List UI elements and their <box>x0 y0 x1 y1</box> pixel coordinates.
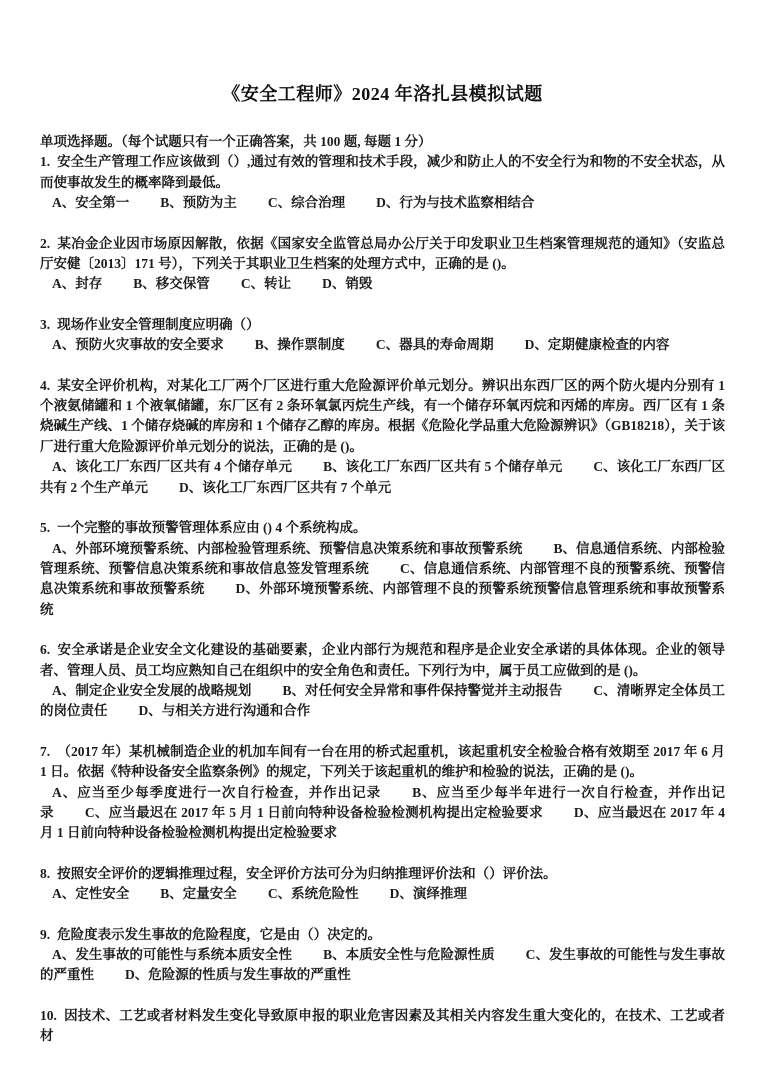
question-block-4 <box>40 376 725 498</box>
question-stem <box>40 1006 725 1047</box>
question-number: 8. <box>40 865 51 881</box>
question-stem <box>40 925 725 945</box>
option-d: D、演绎推理 <box>389 886 467 902</box>
option-a: A、封存 <box>52 276 103 292</box>
question-options <box>40 457 725 498</box>
option-a: A、安全第一 <box>52 195 130 211</box>
option-c: C、发生事故的可能性与发生事故的严重性 <box>40 947 726 983</box>
question-block-2 <box>40 234 725 295</box>
question-text: 安全生产管理工作应该做到（）,通过有效的管理和技术手段，减少和防止人的不安全行为和物的不安全状态，从而使事故发生的概率降到最低。 <box>40 154 725 190</box>
option-b: B、本质安全性与危险源性质 <box>323 947 495 962</box>
question-number: 5. <box>40 520 51 536</box>
option-b: B、该化工厂东西厂区共有 5 个储存单元 <box>323 459 563 475</box>
option-a: A、定性安全 <box>52 886 130 902</box>
question-text: （2017 年）某机械制造企业的机加车间有一台在用的桥式起重机，该起重机安全检验合格有效期至 2017 年 6 月 1 日。依据《特种设备安全监察条例》的规定，下列关于该起重机的维护和检验的说法，正确的是 ()。 <box>40 743 725 780</box>
option-b: B、信息通信系统、内部检验管理系统、预警信息决策系统和事故信息签发管理系统 <box>40 540 726 576</box>
option-d: D、外部环境预警系统、内部管理不良的预警系统预警信息管理系统和事故预警系统 <box>40 581 726 617</box>
option-b: B、定量安全 <box>160 886 237 902</box>
question-text: 危险度表示发生事故的危险程度，它是由（）决定的。 <box>57 926 382 942</box>
question-number: 7. <box>40 743 51 759</box>
question-block-5 <box>40 518 725 620</box>
question-block-6 <box>40 640 725 722</box>
option-c: C、综合治理 <box>267 195 346 211</box>
question-number: 1. <box>40 154 51 170</box>
option-d: D、行为与技术监察相结合 <box>376 195 535 211</box>
option-c: C、器具的寿命周期 <box>375 337 494 353</box>
option-a: A、发生事故的可能性与系统本质安全性 <box>52 947 293 962</box>
question-text: 安全承诺是企业安全文化建设的基础要素，企业内部行为规范和程序是企业安全承诺的具体体现。企业的领导者、管理人员、员工均应熟知自己在组织中的安全角色和责任。下列行为中，属于员工应做到的是 ()。 <box>40 642 725 678</box>
question-options <box>40 274 725 294</box>
option-b: B、预防为主 <box>160 195 237 211</box>
page-title: 《安全工程师》2024 年洛扎县模拟试题 <box>222 84 543 104</box>
option-d: D、应当最迟在 2017 年 4 月 1 日前向特种设备检验检测机构提出定检验要求 <box>40 804 726 841</box>
option-a: A、预防火灾事故的安全要求 <box>52 337 224 353</box>
question-text: 因技术、工艺或者材料发生变化导致原申报的职业危害因素及其相关内容发生重大变化的，在技术、工艺或者材 <box>40 1007 725 1044</box>
option-a: A、制定企业安全发展的战略规划 <box>52 682 252 698</box>
option-b: B、移交保管 <box>133 276 210 292</box>
exam-instructions: 单项选择题。（每个试题只有一个正确答案，共 100 题, 每题 1 分） <box>40 134 432 149</box>
question-number: 9. <box>40 926 51 942</box>
question-stem <box>40 152 725 193</box>
question-text: 现场作业安全管理制度应明确（） <box>57 316 260 332</box>
question-text: 某冶金企业因市场原因解散，依据《国家安全监管总局办公厅关于印发职业卫生档案管理规范的通知》（安监总厅安健〔2013〕171 号），下列关于其职业卫生档案的处理方式中，正确的是 ()。 <box>40 235 725 272</box>
question-text: 按照安全评价的逻辑推理过程，安全评价方法可分为归纳推理评价法和（）评价法。 <box>57 865 557 881</box>
option-c: C、该化工厂东西厂区共有 2 个生产单元 <box>40 459 726 495</box>
question-number: 10. <box>40 1007 57 1023</box>
question-options <box>40 681 725 722</box>
question-stem <box>40 234 725 275</box>
option-a: A、外部环境预警系统、内部检验管理系统、预警信息决策系统和事故预警系统 <box>52 540 523 556</box>
option-a: A、该化工厂东西厂区共有 4 个储存单元 <box>52 459 293 475</box>
option-d: D、与相关方进行沟通和合作 <box>138 703 311 719</box>
option-c: C、应当最迟在 2017 年 5 月 1 日前向特种设备检验检测机构提出定检验要求 <box>84 804 543 820</box>
question-options <box>40 884 725 904</box>
question-stem <box>40 742 725 783</box>
option-b: B、应当至少每半年进行一次自行检查，并作出记录 <box>40 784 725 820</box>
question-options <box>40 193 725 213</box>
question-number: 4. <box>40 377 51 393</box>
option-d: D、销毁 <box>322 276 373 292</box>
question-stem <box>40 376 725 458</box>
option-c: C、系统危险性 <box>267 886 359 902</box>
question-number: 6. <box>40 642 51 658</box>
question-options <box>40 945 725 986</box>
question-text: 某安全评价机构，对某化工厂两个厂区进行重大危险源评价单元划分。辨识出东西厂区的两个防火堤内分别有 1 个液氨储罐和 1 个液氧储罐，东厂区有 2 条环氧氯丙烷生产线，有一个储存环氧丙烷和丙烯的库房。西厂区有 1 条烧碱生产线、1 个储存烧碱的库房和 1 个储存乙醇的库房。根据《危险化学品重大危险源辨识》（GB18218），关于该厂进行重大危险源评价单元划分的说法，正确的是 ()。 <box>40 377 725 454</box>
option-b: B、对任何安全异常和事件保持警觉并主动报告 <box>282 682 563 698</box>
option-d: D、定期健康检查的内容 <box>524 337 670 353</box>
question-number: 2. <box>40 235 51 251</box>
question-block-9 <box>40 925 725 986</box>
question-options <box>40 783 725 844</box>
question-block-3 <box>40 315 725 356</box>
question-text: 一个完整的事故预警管理体系应由 () 4 个系统构成。 <box>57 520 367 536</box>
question-number: 3. <box>40 316 51 332</box>
option-c: C、转让 <box>240 276 292 292</box>
option-d: D、危险源的性质与发生事故的严重性 <box>125 967 351 983</box>
option-d: D、该化工厂东西厂区共有 7 个单元 <box>179 479 392 495</box>
option-c: C、清晰界定全体员工的岗位责任 <box>40 682 726 719</box>
question-stem <box>40 640 725 681</box>
question-block-1 <box>40 152 725 213</box>
question-block-7 <box>40 742 725 844</box>
option-a: A、应当至少每季度进行一次自行检查，并作出记录 <box>52 784 382 800</box>
question-options <box>40 335 725 355</box>
question-block-10 <box>40 1006 725 1047</box>
question-stem <box>40 315 725 335</box>
question-stem <box>40 518 725 538</box>
option-c: C、信息通信系统、内部管理不良的预警系统、预警信息决策系统和事故预警系统 <box>40 560 726 597</box>
option-b: B、操作票制度 <box>254 337 345 353</box>
question-block-8 <box>40 864 725 905</box>
question-options <box>40 539 725 621</box>
question-stem <box>40 864 725 884</box>
